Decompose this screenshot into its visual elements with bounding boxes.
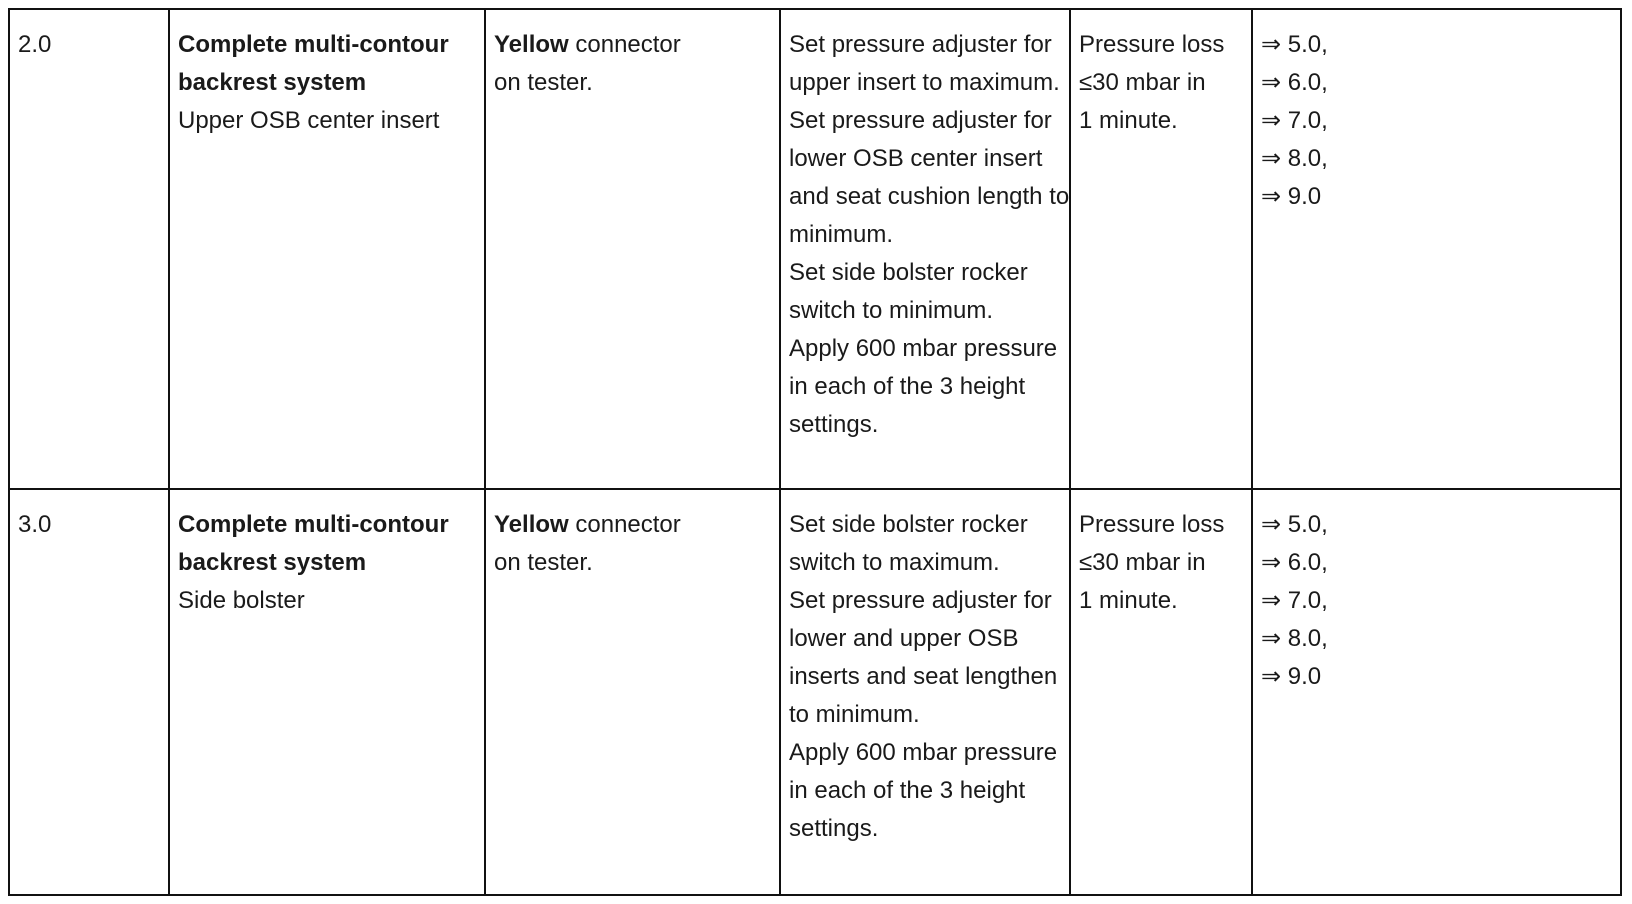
- specification-cell: [1071, 10, 1253, 488]
- connector-line: [494, 506, 769, 544]
- component-subtitle: Side bolster: [178, 587, 305, 614]
- spec-line: Pressure loss: [1079, 31, 1225, 58]
- connector-text: connector: [568, 511, 681, 538]
- component-title-line: backrest system: [178, 69, 367, 96]
- procedure-line: switch to minimum.: [789, 297, 994, 324]
- procedure-line: Set pressure adjuster for: [789, 107, 1052, 134]
- component-cell: [170, 490, 486, 894]
- procedure-line: lower OSB center insert: [789, 145, 1043, 172]
- procedure-line: Set pressure adjuster for: [789, 587, 1052, 614]
- test-procedure-table: [8, 8, 1622, 896]
- spec-line: 1 minute.: [1079, 587, 1178, 614]
- procedure-cell: [781, 10, 1071, 488]
- procedure-line: Apply 600 mbar pressure: [789, 739, 1058, 766]
- reference-item: ⇒ 9.0: [1261, 183, 1322, 210]
- procedure-line: in each of the 3 height: [789, 373, 1026, 400]
- specification-cell: [1071, 490, 1253, 894]
- procedure-line: Set side bolster rocker: [789, 259, 1028, 286]
- procedure-line: Set pressure adjuster for: [789, 31, 1052, 58]
- connector-color: Yellow: [494, 31, 569, 58]
- reference-item: ⇒ 6.0,: [1261, 549, 1328, 576]
- connector-cell: [486, 10, 781, 488]
- step-number-cell: [10, 490, 170, 894]
- reference-item: ⇒ 9.0: [1261, 663, 1322, 690]
- procedure-line: and seat cushion length to: [789, 183, 1070, 210]
- reference-cell: [1253, 490, 1620, 894]
- step-number: 2.0: [18, 31, 52, 58]
- procedure-cell: [781, 490, 1071, 894]
- connector-line-2: on tester.: [494, 549, 593, 576]
- table-row: [10, 490, 1620, 894]
- component-cell: [170, 10, 486, 488]
- connector-line: [494, 26, 769, 64]
- reference-item: ⇒ 8.0,: [1261, 625, 1328, 652]
- spec-line: ≤30 mbar in: [1079, 69, 1206, 96]
- reference-item: ⇒ 5.0,: [1261, 31, 1328, 58]
- procedure-line: lower and upper OSB: [789, 625, 1019, 652]
- procedure-line: minimum.: [789, 221, 894, 248]
- procedure-line: to minimum.: [789, 701, 920, 728]
- procedure-line: in each of the 3 height: [789, 777, 1026, 804]
- step-number-cell: [10, 10, 170, 488]
- connector-text: connector: [568, 31, 681, 58]
- procedure-line: Apply 600 mbar pressure: [789, 335, 1058, 362]
- spec-line: 1 minute.: [1079, 107, 1178, 134]
- component-title-line: Complete multi-contour: [178, 31, 449, 58]
- procedure-line: switch to maximum.: [789, 549, 1000, 576]
- connector-cell: [486, 490, 781, 894]
- table-row: [10, 10, 1620, 490]
- connector-line-2: on tester.: [494, 69, 593, 96]
- procedure-line: upper insert to maximum.: [789, 69, 1060, 96]
- procedure-line: inserts and seat lengthen: [789, 663, 1058, 690]
- step-number: 3.0: [18, 511, 52, 538]
- reference-cell: [1253, 10, 1620, 488]
- component-title-line: Complete multi-contour: [178, 511, 449, 538]
- reference-item: ⇒ 5.0,: [1261, 511, 1328, 538]
- connector-color: Yellow: [494, 511, 569, 538]
- procedure-line: settings.: [789, 411, 879, 438]
- spec-line: ≤30 mbar in: [1079, 549, 1206, 576]
- component-title-line: backrest system: [178, 549, 367, 576]
- procedure-line: settings.: [789, 815, 879, 842]
- reference-item: ⇒ 7.0,: [1261, 107, 1328, 134]
- reference-item: ⇒ 8.0,: [1261, 145, 1328, 172]
- procedure-line: Set side bolster rocker: [789, 511, 1028, 538]
- component-subtitle: Upper OSB center insert: [178, 107, 440, 134]
- spec-line: Pressure loss: [1079, 511, 1225, 538]
- reference-item: ⇒ 7.0,: [1261, 587, 1328, 614]
- reference-item: ⇒ 6.0,: [1261, 69, 1328, 96]
